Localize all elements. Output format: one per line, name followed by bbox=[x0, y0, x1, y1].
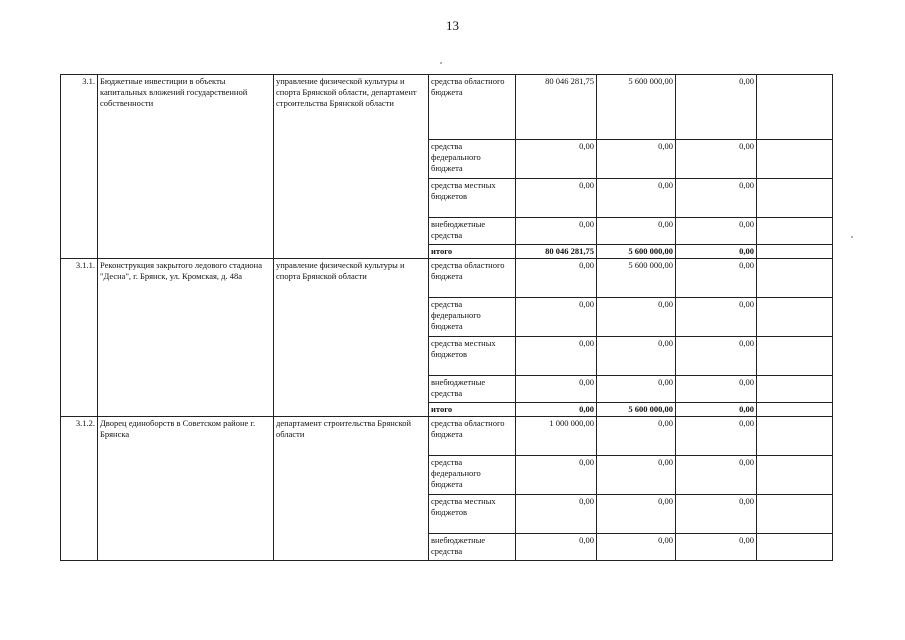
amount-cell: 0,00 bbox=[676, 179, 757, 218]
amount-cell: 0,00 bbox=[516, 534, 597, 561]
amount-cell: 0,00 bbox=[516, 376, 597, 403]
amount-cell: 0,00 bbox=[676, 75, 757, 140]
funding-source: средства местных бюджетов bbox=[429, 495, 516, 534]
amount-cell: 0,00 bbox=[516, 179, 597, 218]
amount-cell: 0,00 bbox=[516, 495, 597, 534]
amount-cell: 0,00 bbox=[676, 259, 757, 298]
amount-cell: 0,00 bbox=[676, 245, 757, 259]
amount-cell: 0,00 bbox=[516, 140, 597, 179]
empty-cell bbox=[757, 179, 833, 218]
section-name: Реконструкция закрытого ледового стадиона "Десна", г. Брянск, ул. Кромская, д. 48а bbox=[98, 259, 274, 417]
funding-source: внебюджетные средства bbox=[429, 218, 516, 245]
empty-cell bbox=[757, 75, 833, 140]
funding-source: итого bbox=[429, 245, 516, 259]
amount-cell: 0,00 bbox=[676, 403, 757, 417]
amount-cell: 0,00 bbox=[676, 376, 757, 403]
amount-cell: 0,00 bbox=[597, 417, 676, 456]
amount-cell: 0,00 bbox=[516, 218, 597, 245]
amount-cell: 0,00 bbox=[597, 140, 676, 179]
scan-speck bbox=[440, 62, 442, 64]
empty-cell bbox=[757, 140, 833, 179]
empty-cell bbox=[757, 259, 833, 298]
funding-source: средства федерального бюджета bbox=[429, 456, 516, 495]
funding-source: средства местных бюджетов bbox=[429, 337, 516, 376]
empty-cell bbox=[757, 495, 833, 534]
amount-cell: 1 000 000,00 bbox=[516, 417, 597, 456]
amount-cell: 0,00 bbox=[597, 456, 676, 495]
amount-cell: 0,00 bbox=[676, 534, 757, 561]
empty-cell bbox=[757, 337, 833, 376]
empty-cell bbox=[757, 534, 833, 561]
amount-cell: 0,00 bbox=[676, 495, 757, 534]
amount-cell: 0,00 bbox=[676, 140, 757, 179]
empty-cell bbox=[757, 403, 833, 417]
amount-cell: 0,00 bbox=[516, 259, 597, 298]
amount-cell: 0,00 bbox=[516, 456, 597, 495]
amount-cell: 0,00 bbox=[676, 456, 757, 495]
section-executor: управление физической культуры и спорта Брянской области, департамент строительства Брянской области bbox=[274, 75, 429, 259]
section-code: 3.1.2. bbox=[61, 417, 98, 561]
section-executor: управление физической культуры и спорта Брянской области bbox=[274, 259, 429, 417]
amount-cell: 0,00 bbox=[597, 495, 676, 534]
amount-cell: 0,00 bbox=[597, 534, 676, 561]
amount-cell: 0,00 bbox=[676, 298, 757, 337]
amount-cell: 0,00 bbox=[597, 179, 676, 218]
empty-cell bbox=[757, 218, 833, 245]
amount-cell: 0,00 bbox=[676, 337, 757, 376]
amount-cell: 5 600 000,00 bbox=[597, 259, 676, 298]
amount-cell: 0,00 bbox=[676, 417, 757, 456]
section-code: 3.1. bbox=[61, 75, 98, 259]
page-number: 13 bbox=[446, 18, 459, 33]
empty-cell bbox=[757, 456, 833, 495]
empty-cell bbox=[757, 245, 833, 259]
empty-cell bbox=[757, 376, 833, 403]
funding-source: итого bbox=[429, 403, 516, 417]
amount-cell: 0,00 bbox=[597, 298, 676, 337]
section-name: Дворец единоборств в Советском районе г. Брянска bbox=[98, 417, 274, 561]
amount-cell: 5 600 000,00 bbox=[597, 245, 676, 259]
amount-cell: 0,00 bbox=[516, 298, 597, 337]
funding-source: средства федерального бюджета bbox=[429, 140, 516, 179]
section-name: Бюджетные инвестиции в объекты капитальных вложений государственной собственности bbox=[98, 75, 274, 259]
amount-cell: 0,00 bbox=[676, 218, 757, 245]
amount-cell: 0,00 bbox=[597, 376, 676, 403]
amount-cell: 0,00 bbox=[597, 337, 676, 376]
amount-cell: 80 046 281,75 bbox=[516, 75, 597, 140]
funding-source: средства федерального бюджета bbox=[429, 298, 516, 337]
amount-cell: 0,00 bbox=[516, 337, 597, 376]
table-row bbox=[61, 259, 833, 298]
scan-speck bbox=[851, 236, 853, 238]
empty-cell bbox=[757, 417, 833, 456]
amount-cell: 80 046 281,75 bbox=[516, 245, 597, 259]
amount-cell: 5 600 000,00 bbox=[597, 75, 676, 140]
table-row bbox=[61, 417, 833, 456]
table-row bbox=[61, 75, 833, 140]
empty-cell bbox=[757, 298, 833, 337]
funding-source: внебюджетные средства bbox=[429, 534, 516, 561]
amount-cell: 0,00 bbox=[516, 403, 597, 417]
amount-cell: 5 600 000,00 bbox=[597, 403, 676, 417]
funding-source: средства областного бюджета bbox=[429, 417, 516, 456]
budget-table bbox=[60, 74, 833, 561]
funding-source: внебюджетные средства bbox=[429, 376, 516, 403]
funding-source: средства областного бюджета bbox=[429, 259, 516, 298]
funding-source: средства областного бюджета bbox=[429, 75, 516, 140]
section-executor: департамент строительства Брянской области bbox=[274, 417, 429, 561]
section-code: 3.1.1. bbox=[61, 259, 98, 417]
amount-cell: 0,00 bbox=[597, 218, 676, 245]
funding-source: средства местных бюджетов bbox=[429, 179, 516, 218]
